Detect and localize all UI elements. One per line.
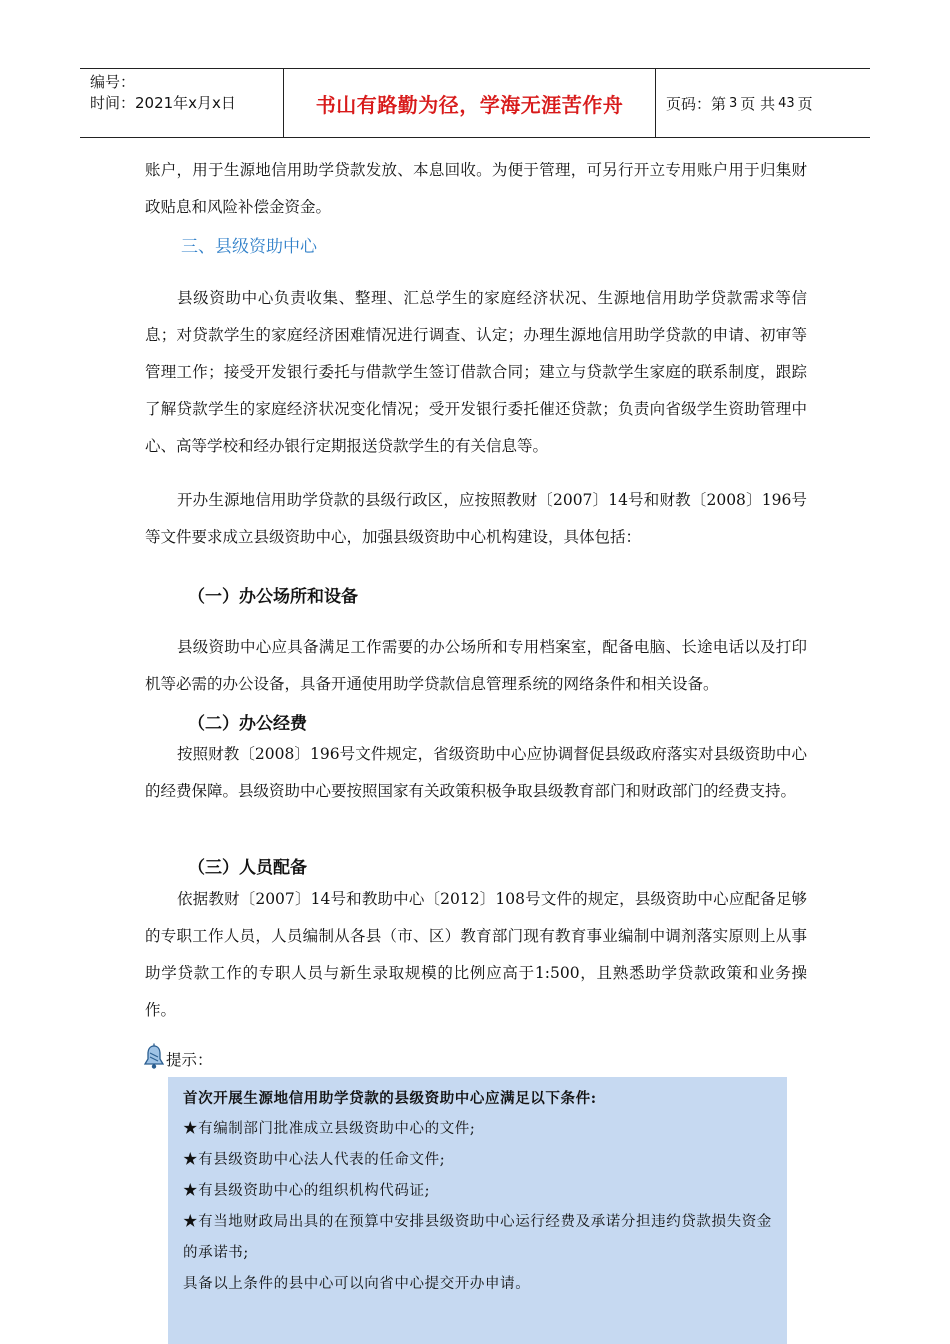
paragraph-office: 县级资助中心应具备满足工作需要的办公场所和专用档案室，配备电脑、长途电话以及打印机等必需的办公设备，具备开通使用助学贷款信息管理系统的网络条件和相关设备。	[145, 638, 807, 693]
tip-label	[143, 1043, 213, 1075]
paragraph-duties: 县级资助中心负责收集、整理、汇总学生的家庭经济状况、生源地信用助学贷款需求等信息；对贷款学生的家庭经济困难情况进行调查、认定；办理生源地信用助学贷款的申请、初审等管理工作；接受开发银行委托与借款学生签订借款合同；建立与贷款学生家庭的联系制度，跟踪了解贷款学生的家庭经济状况变化情况；受开发银行委托催还贷款；负责向省级学生资助管理中心、高等学校和经办银行定期报送贷款学生的有关信息等。	[145, 289, 807, 455]
page-label: 页码：第	[666, 94, 727, 113]
paragraph-funds: 按照财教〔2008〕196号文件规定，省级资助中心应协调督促县级政府落实对县级资助中心的经费保障。县级资助中心要按照国家有关政策积极争取县级教育部门和财政部门的经费支持。	[145, 745, 807, 800]
tip-item: ★有当地财政局出具的在预算中安排县级资助中心运行经费及承诺分担违约贷款损失资金的承诺书;	[183, 1214, 772, 1261]
page-mid: 页 共	[740, 94, 776, 113]
subheading-funds: （二）办公经费	[188, 714, 307, 734]
number-label: 编号：	[90, 73, 136, 91]
tip-item: ★有县级资助中心法人代表的任命文件;	[183, 1152, 446, 1168]
subheading-staff: （三）人员配备	[188, 858, 307, 878]
page-current: 3	[729, 95, 738, 111]
tip-item: ★有县级资助中心的组织机构代码证;	[183, 1183, 431, 1199]
header-table	[80, 68, 870, 138]
section-heading-county-center: 三、县级资助中心	[181, 237, 317, 257]
page-indicator	[656, 69, 870, 137]
tip-box	[168, 1077, 787, 1344]
tip-closing: 具备以上条件的县中心可以向省中心提交开办申请。	[183, 1276, 531, 1292]
paragraph-setup: 开办生源地信用助学贷款的县级行政区，应按照教财〔2007〕14号和财教〔2008〕196号等文件要求成立县级资助中心，加强县级资助中心机构建设，具体包括：	[145, 491, 807, 546]
paragraph-account: 账户，用于生源地信用助学贷款发放、本息回收。为便于管理，可另行开立专用账户用于归集财政贴息和风险补偿金资金。	[145, 161, 807, 216]
tip-label-text: 提示：	[166, 1051, 213, 1069]
header-motto: 书山有路勤为径，学海无涯苦作舟	[283, 69, 656, 137]
time-label: 时间：2021年x月x日	[90, 94, 236, 112]
tip-item: ★有编制部门批准成立县级资助中心的文件;	[183, 1121, 476, 1137]
tip-heading: 首次开展生源地信用助学贷款的县级资助中心应满足以下条件:	[183, 1090, 597, 1107]
paragraph-staff: 依据教财〔2007〕14号和教助中心〔2012〕108号文件的规定，县级资助中心应配备足够的专职工作人员，人员编制从各县（市、区）教育部门现有教育事业编制中调剂落实原则上从事助学贷款工作的专职人员与新生录取规模的比例应高于1:500，且熟悉助学贷款政策和业务操作。	[145, 890, 807, 1019]
header-meta-cell	[80, 69, 283, 137]
page-total: 43	[778, 95, 795, 111]
bell-icon	[143, 1043, 166, 1075]
page-end: 页	[797, 94, 813, 113]
subheading-office: （一）办公场所和设备	[188, 587, 358, 607]
